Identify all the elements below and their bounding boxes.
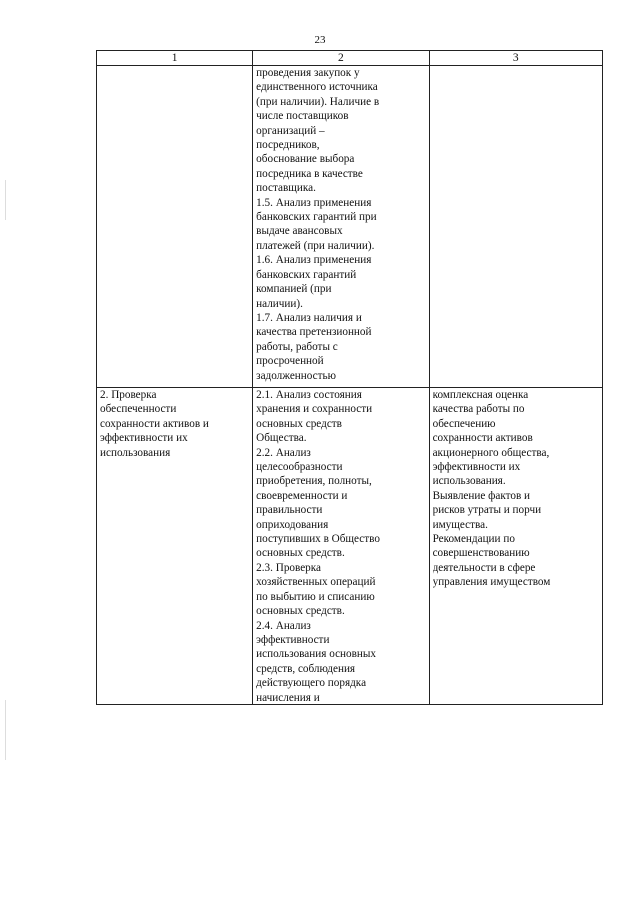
cell-text-line: управления имуществом xyxy=(432,576,551,589)
cell-text-line: обеспеченности xyxy=(100,403,177,416)
table-header-row xyxy=(97,51,603,66)
table-cell-col-2 xyxy=(253,66,429,388)
table-cell-col-1 xyxy=(97,388,253,705)
cell-text-line: основных средств xyxy=(256,417,342,430)
cell-text-line: имущества. xyxy=(432,518,488,531)
cell-text-line: хозяйственных операций xyxy=(256,576,376,589)
cell-text-line: средств, соблюдения xyxy=(256,662,356,675)
cell-text-line: 1.5. Анализ применения xyxy=(256,196,372,209)
cell-text-line: сохранности активов и xyxy=(100,417,209,430)
cell-text-line: компанией (при xyxy=(256,283,332,296)
cell-text-line: использования основных xyxy=(256,648,376,661)
cell-text-line: качества работы по xyxy=(432,403,525,416)
cell-text-line: совершенствованию xyxy=(432,547,530,560)
cell-text-line: основных средств. xyxy=(256,605,345,618)
cell-text-line: 2. Проверка xyxy=(100,389,157,401)
cell-text-line: (при наличии). Наличие в xyxy=(256,95,380,108)
scan-artifact xyxy=(5,700,6,760)
cell-text-line: действующего порядка xyxy=(256,677,367,690)
table-cell-col-1 xyxy=(97,66,253,388)
cell-text-line: Выявление фактов и xyxy=(432,489,531,502)
cell-text-line: акционерного общества, xyxy=(432,446,550,459)
header-col-2: 2 xyxy=(253,51,429,66)
cell-text-line: приобретения, полноты, xyxy=(256,475,372,488)
cell-text-line: поступивших в Общество xyxy=(256,533,380,546)
cell-text-line: числе поставщиков xyxy=(256,110,349,123)
cell-text-line: наличии). xyxy=(256,297,303,310)
cell-text-line: использования. xyxy=(432,475,506,488)
cell-text-line: 2.4. Анализ xyxy=(256,619,311,632)
table-row xyxy=(97,66,603,388)
cell-text-line: Рекомендации по xyxy=(432,533,515,546)
cell-text-line: единственного источника xyxy=(256,81,378,94)
cell-text-line: обоснование выбора xyxy=(256,153,355,166)
cell-text-line: рисков утраты и порчи xyxy=(432,504,542,517)
cell-text-line: комплексная оценка xyxy=(432,389,529,401)
cell-text-line: Общества. xyxy=(256,432,307,445)
cell-text-line: целесообразности xyxy=(256,461,343,474)
cell-text-line: эффективности их xyxy=(432,461,521,474)
table-cell-col-2 xyxy=(253,388,429,705)
cell-text-line: задолженностью xyxy=(256,369,336,382)
document-table xyxy=(96,50,603,705)
cell-text-line: платежей (при наличии). xyxy=(256,239,375,252)
cell-text-line: правильности xyxy=(256,504,323,517)
cell-text-line: 2.3. Проверка xyxy=(256,561,322,574)
cell-text-line: эффективности их xyxy=(100,432,188,445)
cell-text-line: проведения закупок у xyxy=(256,67,360,79)
cell-text-line: банковских гарантий xyxy=(256,268,357,281)
cell-text-line: 1.7. Анализ наличия и xyxy=(256,311,362,324)
cell-text-line: деятельности в сфере xyxy=(432,561,536,574)
cell-text-line: 1.6. Анализ применения xyxy=(256,254,372,267)
cell-text-line: 2.1. Анализ состояния xyxy=(256,389,362,401)
cell-text-line: использования xyxy=(100,446,171,459)
table-cell-col-3 xyxy=(429,388,602,705)
cell-text-line: банковских гарантий при xyxy=(256,211,377,224)
table-cell-col-3 xyxy=(429,66,602,388)
cell-text-line: поставщика. xyxy=(256,182,316,195)
page-number: 23 xyxy=(314,34,326,46)
cell-text-line: качества претензионной xyxy=(256,326,372,339)
cell-text-line: начисления и xyxy=(256,691,320,704)
cell-text-line: обеспечению xyxy=(432,417,496,430)
cell-text-line: посредников, xyxy=(256,139,320,152)
cell-text-line: эффективности xyxy=(256,633,330,646)
cell-text-line: выдаче авансовых xyxy=(256,225,343,238)
cell-text-line: просроченной xyxy=(256,355,324,368)
cell-text-line: посредника в качестве xyxy=(256,167,363,180)
table-row xyxy=(97,388,603,705)
cell-text-line: основных средств. xyxy=(256,547,345,560)
scan-artifact xyxy=(5,180,6,220)
cell-text-line: своевременности и xyxy=(256,489,348,502)
cell-text-line: работы, работы с xyxy=(256,340,338,353)
cell-text-line: сохранности активов xyxy=(432,432,533,445)
cell-text-line: хранения и сохранности xyxy=(256,403,373,416)
cell-text-line: по выбытию и списанию xyxy=(256,590,375,603)
cell-text-line: оприходования xyxy=(256,518,329,531)
header-col-3: 3 xyxy=(429,51,602,66)
cell-text-line: 2.2. Анализ xyxy=(256,446,311,459)
header-col-1: 1 xyxy=(97,51,253,66)
cell-text-line: организаций – xyxy=(256,124,325,137)
